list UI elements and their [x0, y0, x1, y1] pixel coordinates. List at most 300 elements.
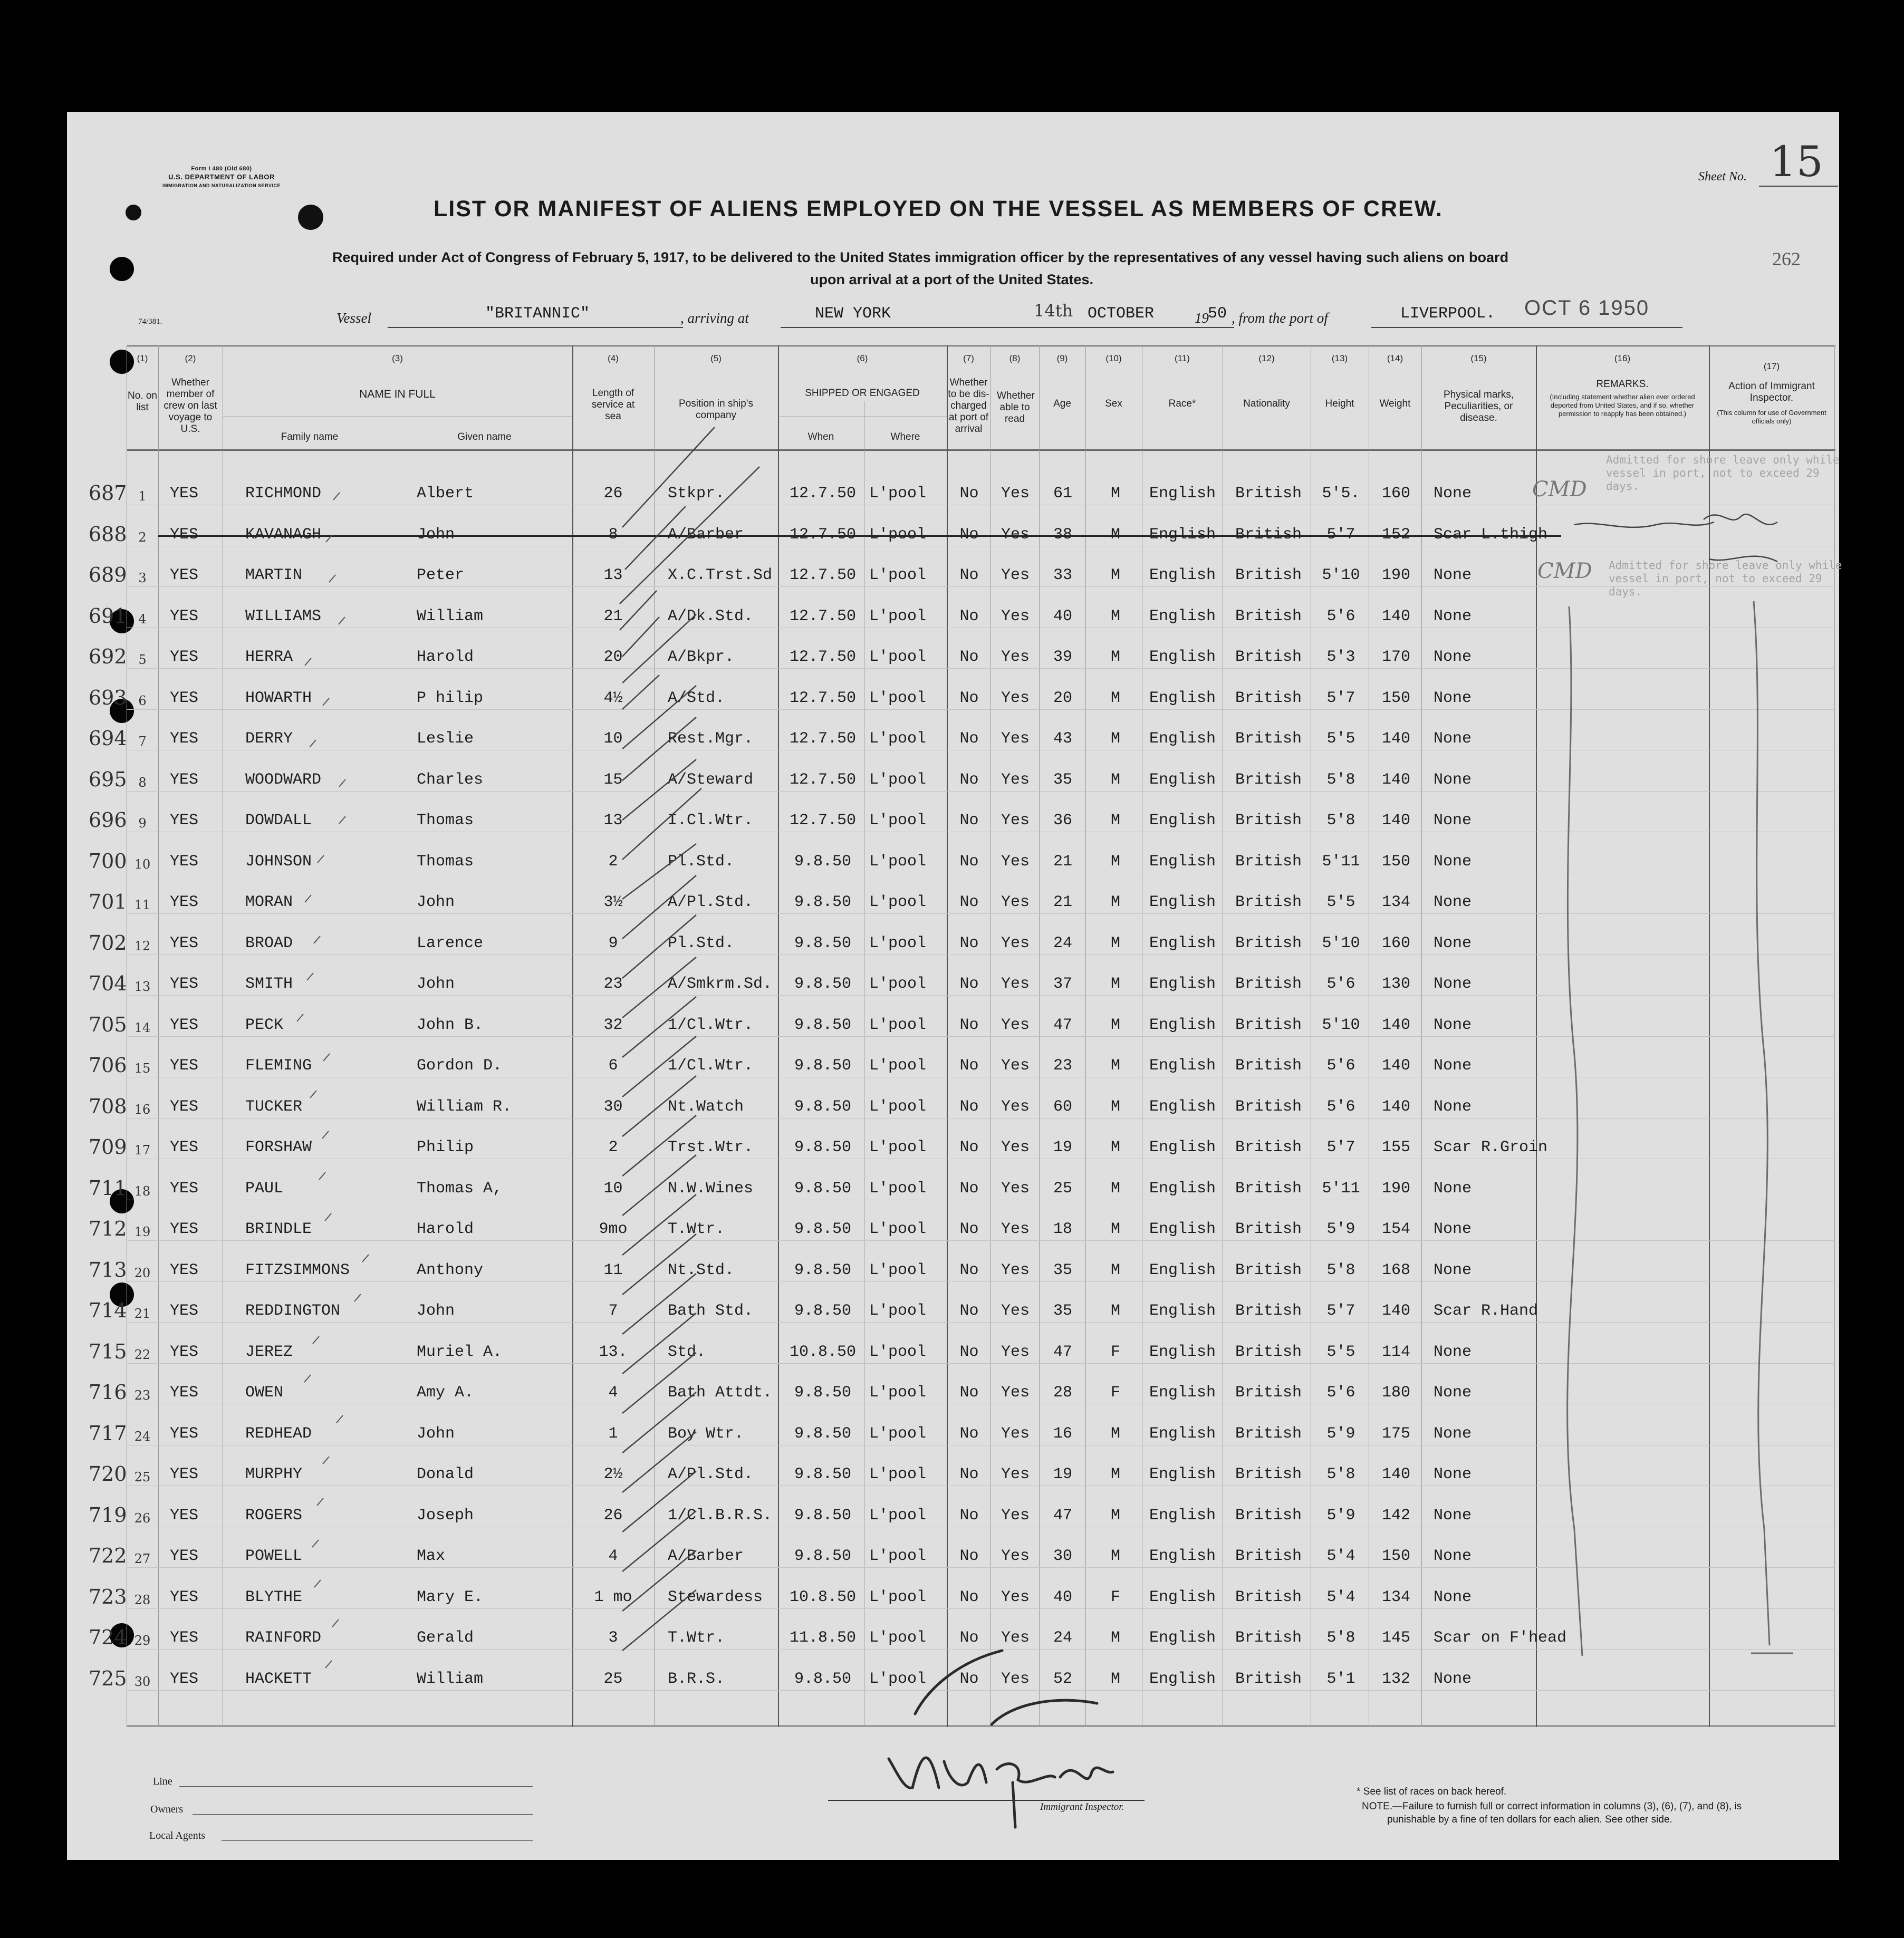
position: 1/Cl.B.R.S. [668, 1506, 773, 1525]
year-prefix: 19 [1195, 310, 1209, 326]
sex: M [1110, 1261, 1120, 1279]
shipped-where: L'pool [869, 1057, 927, 1075]
header-height: Height [1325, 398, 1354, 409]
shipped-when: 9.8.50 [794, 1384, 852, 1402]
length-of-service: 10 [603, 1179, 623, 1198]
family-name: MARTIN [245, 566, 303, 584]
list-number-handwritten: 696 [89, 808, 127, 832]
shipped-where: L'pool [869, 1261, 927, 1279]
nationality: British [1235, 934, 1302, 952]
shore-leave-stamp: Admitted for shore leave only while vessel in port, not to exceed 29 days. [1606, 454, 1840, 493]
able-to-read: Yes [1001, 566, 1030, 584]
shipped-when: 9.8.50 [794, 1670, 852, 1688]
height: 5'3 [1326, 648, 1355, 666]
line-number: 9 [138, 816, 147, 831]
height: 5'7 [1326, 1302, 1355, 1320]
list-number-handwritten: 720 [89, 1462, 127, 1486]
nationality: British [1235, 1097, 1302, 1116]
header-no-on-list: No. on list [128, 390, 157, 413]
sex: F [1110, 1343, 1120, 1361]
member-last-voyage: YES [170, 1016, 199, 1034]
page-number: 262 [1772, 248, 1801, 269]
shipped-when: 12.7.50 [789, 607, 857, 625]
line-number: 27 [134, 1551, 151, 1566]
race: English [1149, 812, 1216, 830]
line-number: 8 [138, 775, 147, 790]
age: 52 [1053, 1670, 1072, 1688]
race: English [1149, 1588, 1216, 1606]
race: English [1149, 975, 1216, 993]
height: 5'11 [1322, 852, 1360, 871]
physical-marks: None [1434, 1384, 1472, 1402]
able-to-read: Yes [1001, 1057, 1030, 1075]
race: English [1149, 1220, 1216, 1238]
position: 1/Cl.Wtr. [668, 1016, 754, 1034]
age: 30 [1053, 1547, 1072, 1565]
nationality: British [1235, 893, 1302, 911]
given-name: Albert [417, 485, 474, 503]
column-number: (14) [1387, 353, 1403, 363]
family-name: BRINDLE [245, 1220, 312, 1238]
from-port-label: , from the port of [1232, 310, 1328, 326]
list-number-handwritten: 722 [89, 1544, 127, 1567]
sex: M [1110, 1506, 1120, 1525]
line-number: 25 [134, 1470, 151, 1484]
length-of-service: 15 [603, 770, 623, 789]
header-action-inspector: Action of Immigrant Inspector. [1728, 381, 1815, 403]
able-to-read: Yes [1001, 1424, 1030, 1443]
given-name: Philip [417, 1139, 474, 1156]
age: 21 [1053, 852, 1072, 871]
to-be-discharged: No [959, 934, 979, 952]
nationality: British [1235, 1465, 1302, 1483]
age: 47 [1053, 1016, 1072, 1034]
physical-marks: None [1434, 566, 1472, 584]
able-to-read: Yes [1001, 1547, 1030, 1565]
weight: 160 [1381, 934, 1410, 952]
line-number: 5 [138, 652, 147, 667]
sex: M [1110, 770, 1120, 789]
height: 5'6 [1326, 1057, 1355, 1075]
shipped-where: L'pool [869, 934, 927, 952]
race: English [1149, 1424, 1216, 1443]
weight: 134 [1381, 893, 1410, 911]
height: 5'6 [1326, 607, 1355, 625]
list-number-handwritten: 723 [89, 1585, 127, 1608]
position: A/Pl.Std. [668, 893, 754, 911]
shipped-when: 9.8.50 [794, 1465, 852, 1483]
physical-marks: None [1434, 1097, 1472, 1116]
member-last-voyage: YES [170, 893, 199, 911]
list-number-handwritten: 687 [89, 481, 127, 505]
document-subtitle-line2: upon arrival at a port of the United States. [810, 272, 1094, 287]
header-given-name: Given name [457, 431, 512, 442]
to-be-discharged: No [959, 1220, 979, 1238]
nationality: British [1235, 1670, 1302, 1688]
nationality: British [1235, 730, 1302, 748]
family-name: TUCKER [245, 1097, 303, 1116]
height: 5'9 [1326, 1506, 1355, 1525]
to-be-discharged: No [959, 1097, 979, 1116]
position: T.Wtr. [668, 1220, 725, 1238]
shipped-when: 9.8.50 [794, 1057, 852, 1075]
age: 38 [1053, 525, 1072, 544]
to-be-discharged: No [959, 812, 979, 830]
shipped-when: 12.7.50 [789, 525, 857, 544]
given-name: William R. [417, 1097, 512, 1116]
height: 5'11 [1322, 1179, 1360, 1198]
race: English [1149, 770, 1216, 789]
header-shipped-engaged: SHIPPED OR ENGAGED [805, 388, 920, 399]
arrival-month: OCTOBER [1088, 305, 1155, 323]
age: 33 [1053, 566, 1072, 584]
position: A/Std. [668, 689, 725, 707]
sex: M [1110, 1220, 1120, 1238]
shipped-where: L'pool [869, 730, 927, 748]
position: B.R.S. [668, 1670, 725, 1688]
given-name: John [417, 1424, 455, 1443]
physical-marks: None [1434, 1424, 1472, 1443]
nationality: British [1235, 1547, 1302, 1565]
given-name: Peter [417, 566, 465, 584]
local-agents-label: Local Agents [149, 1830, 206, 1841]
shipped-when: 9.8.50 [794, 1139, 852, 1156]
age: 40 [1053, 607, 1072, 625]
able-to-read: Yes [1001, 812, 1030, 830]
sheet-number: 15 [1770, 137, 1823, 186]
sheet-number-label: Sheet No. [1698, 170, 1747, 184]
weight: 190 [1381, 1179, 1410, 1198]
shipped-where: L'pool [869, 975, 927, 993]
header-race: Race* [1168, 398, 1196, 409]
shipped-when: 12.7.50 [789, 485, 857, 503]
able-to-read: Yes [1001, 485, 1030, 503]
physical-marks: None [1434, 812, 1472, 830]
position: Bath Attdt. [668, 1384, 773, 1402]
age: 47 [1053, 1343, 1072, 1361]
physical-marks: Scar R.Groin [1434, 1139, 1548, 1156]
able-to-read: Yes [1001, 525, 1030, 544]
height: 5'5 [1326, 730, 1355, 748]
race: English [1149, 607, 1216, 625]
able-to-read: Yes [1001, 1465, 1030, 1483]
height: 5'8 [1326, 1629, 1355, 1647]
position: T.Wtr. [668, 1629, 725, 1647]
height: 5'4 [1326, 1547, 1355, 1565]
family-name: MORAN [245, 893, 293, 911]
member-last-voyage: YES [170, 1670, 199, 1688]
nationality: British [1235, 525, 1302, 544]
list-number-handwritten: 705 [89, 1013, 127, 1036]
shipped-when: 11.8.50 [789, 1629, 857, 1647]
physical-marks: None [1434, 1547, 1472, 1565]
year-suffix: 50 [1208, 305, 1227, 323]
given-name: Donald [417, 1465, 474, 1483]
able-to-read: Yes [1001, 1220, 1030, 1238]
line-number: 11 [134, 898, 151, 912]
physical-marks: None [1434, 1057, 1472, 1075]
age: 19 [1053, 1139, 1072, 1156]
height: 5'4 [1326, 1588, 1355, 1606]
physical-marks: None [1434, 1465, 1472, 1483]
shipped-where: L'pool [869, 1097, 927, 1116]
header-length-service: Length of service at sea [591, 388, 635, 422]
age: 35 [1053, 1261, 1072, 1279]
age: 43 [1053, 730, 1072, 748]
shipped-where: L'pool [869, 1424, 927, 1443]
length-of-service: 8 [608, 525, 618, 544]
physical-marks: Scar on F'head [1434, 1629, 1567, 1647]
length-of-service: 9mo [599, 1220, 628, 1238]
position: 1/Cl.Wtr. [668, 1057, 754, 1075]
member-last-voyage: YES [170, 1424, 199, 1443]
to-be-discharged: No [959, 1629, 979, 1647]
shipped-where: L'pool [869, 1343, 927, 1361]
line-number: 14 [134, 1020, 151, 1035]
list-number-handwritten: 706 [89, 1054, 127, 1077]
length-of-service: 32 [603, 1016, 623, 1034]
list-number-handwritten: 694 [89, 727, 127, 750]
nationality: British [1235, 812, 1302, 830]
line-field[interactable] [179, 1786, 533, 1787]
position: Bath Std. [668, 1302, 754, 1320]
shipped-where: L'pool [869, 566, 927, 584]
physical-marks: None [1434, 1016, 1472, 1034]
physical-marks: None [1434, 1261, 1472, 1279]
header-action-note: (This column for use of Government officials only) [1717, 409, 1826, 425]
header-name-in-full: NAME IN FULL [359, 388, 436, 400]
arriving-label: , arriving at [680, 310, 749, 326]
shipped-where: L'pool [869, 770, 927, 789]
length-of-service: 2½ [603, 1465, 623, 1483]
weight: 140 [1381, 1097, 1410, 1116]
list-number-handwritten: 711 [89, 1176, 127, 1200]
shipped-where: L'pool [869, 607, 927, 625]
able-to-read: Yes [1001, 852, 1030, 871]
shipped-where: L'pool [869, 689, 927, 707]
list-number-handwritten: 714 [89, 1299, 127, 1322]
height: 5'8 [1326, 1261, 1355, 1279]
age: 21 [1053, 893, 1072, 911]
to-be-discharged: No [959, 1139, 979, 1156]
member-last-voyage: YES [170, 689, 199, 707]
cmd-annotation: CMD [1537, 559, 1592, 583]
sex: M [1110, 525, 1120, 544]
sex: M [1110, 975, 1120, 993]
race: English [1149, 1261, 1216, 1279]
nationality: British [1235, 1179, 1302, 1198]
sex: M [1110, 730, 1120, 748]
line-number: 20 [134, 1265, 151, 1280]
length-of-service: 2 [608, 1139, 618, 1156]
sex: M [1110, 893, 1120, 911]
age: 24 [1053, 1629, 1072, 1647]
age: 61 [1053, 485, 1072, 503]
list-number-handwritten: 719 [89, 1503, 127, 1527]
height: 5'10 [1322, 1016, 1360, 1034]
length-of-service: 11 [603, 1261, 623, 1279]
member-last-voyage: YES [170, 1097, 199, 1116]
family-name: OWEN [245, 1384, 284, 1402]
shipped-where: L'pool [869, 1302, 927, 1320]
physical-marks: None [1434, 648, 1472, 666]
age: 40 [1053, 1588, 1072, 1606]
physical-marks: None [1434, 1179, 1472, 1198]
height: 5'5. [1322, 485, 1360, 503]
physical-marks: None [1434, 1670, 1472, 1688]
local-agents-field[interactable] [222, 1840, 533, 1841]
physical-marks: None [1434, 852, 1472, 871]
shipped-where: L'pool [869, 1506, 927, 1525]
race: English [1149, 1343, 1216, 1361]
race: English [1149, 1384, 1216, 1402]
weight: 180 [1381, 1384, 1410, 1402]
race: English [1149, 1302, 1216, 1320]
family-name: HOWARTH [245, 689, 312, 707]
able-to-read: Yes [1001, 893, 1030, 911]
weight: 175 [1381, 1424, 1410, 1443]
shipped-when: 9.8.50 [794, 1016, 852, 1034]
length-of-service: 3 [608, 1629, 618, 1647]
member-last-voyage: YES [170, 485, 199, 503]
list-number-handwritten: 709 [89, 1135, 127, 1159]
shipped-when: 10.8.50 [789, 1588, 857, 1606]
nationality: British [1235, 1016, 1302, 1034]
list-number-handwritten: 704 [89, 972, 127, 995]
weight: 150 [1381, 689, 1410, 707]
line-number: 28 [134, 1592, 151, 1607]
family-name: REDDINGTON [245, 1302, 341, 1320]
age: 25 [1053, 1179, 1072, 1198]
cmd-annotation: CMD [1532, 477, 1587, 502]
family-name: REDHEAD [245, 1424, 312, 1443]
header-able-read: Whether able to read [997, 390, 1035, 425]
owners-field[interactable] [193, 1814, 533, 1815]
list-number-handwritten: 715 [89, 1339, 127, 1363]
nationality: British [1235, 566, 1302, 584]
to-be-discharged: No [959, 1343, 979, 1361]
age: 36 [1053, 812, 1072, 830]
sex: M [1110, 566, 1120, 584]
race: English [1149, 485, 1216, 503]
line-number: 17 [134, 1143, 151, 1158]
nationality: British [1235, 485, 1302, 503]
fine-note-line1: NOTE.—Failure to furnish full or correct information in columns (3), (6), (7), and (8), is [1362, 1801, 1742, 1812]
able-to-read: Yes [1001, 1506, 1030, 1525]
to-be-discharged: No [959, 689, 979, 707]
height: 5'6 [1326, 975, 1355, 993]
column-number: (17) [1763, 361, 1780, 371]
list-number-handwritten: 712 [89, 1217, 127, 1240]
weight: 160 [1381, 485, 1410, 503]
nationality: British [1235, 1343, 1302, 1361]
line-number: 19 [134, 1224, 151, 1239]
line-number: 13 [134, 979, 151, 994]
vessel-label: Vessel [336, 310, 371, 326]
length-of-service: 26 [603, 1506, 623, 1525]
able-to-read: Yes [1001, 730, 1030, 748]
sex: M [1110, 485, 1120, 503]
age: 28 [1053, 1384, 1072, 1402]
shipped-when: 9.8.50 [794, 1179, 852, 1198]
height: 5'5 [1326, 893, 1355, 911]
list-number-handwritten: 688 [89, 522, 127, 546]
sex: M [1110, 1179, 1120, 1198]
age: 47 [1053, 1506, 1072, 1525]
line-number: 30 [134, 1674, 151, 1689]
given-name: Thomas A, [417, 1179, 503, 1198]
family-name: SMITH [245, 975, 293, 993]
position: A/Bkpr. [668, 648, 735, 666]
member-last-voyage: YES [170, 1506, 199, 1525]
line-label: Line [153, 1776, 172, 1787]
inspector-label: Immigrant Inspector. [1040, 1801, 1124, 1812]
family-name: RAINFORD [245, 1629, 322, 1647]
shipped-when: 9.8.50 [794, 1302, 852, 1320]
to-be-discharged: No [959, 485, 979, 503]
to-be-discharged: No [959, 770, 979, 789]
list-number-handwritten: 695 [89, 767, 127, 791]
family-name: RICHMOND [245, 485, 322, 503]
column-number: (5) [710, 353, 722, 363]
given-name: William [417, 607, 484, 625]
column-number: (8) [1009, 353, 1021, 363]
shipped-when: 9.8.50 [794, 934, 852, 952]
sex: M [1110, 1629, 1120, 1647]
sex: M [1110, 812, 1120, 830]
member-last-voyage: YES [170, 1220, 199, 1238]
able-to-read: Yes [1001, 1016, 1030, 1034]
sex: M [1110, 1465, 1120, 1483]
member-last-voyage: YES [170, 1057, 199, 1075]
given-name: Anthony [417, 1261, 484, 1279]
member-last-voyage: YES [170, 1588, 199, 1606]
position: Nt.Watch [668, 1097, 744, 1116]
physical-marks: None [1434, 730, 1472, 748]
member-last-voyage: YES [170, 1629, 199, 1647]
height: 5'8 [1326, 1465, 1355, 1483]
length-of-service: 7 [608, 1302, 618, 1320]
family-name: HERRA [245, 648, 293, 666]
position: I.Cl.Wtr. [668, 812, 754, 830]
physical-marks: None [1434, 1343, 1472, 1361]
list-number-handwritten: 725 [89, 1666, 127, 1690]
position: N.W.Wines [668, 1179, 754, 1198]
given-name: Joseph [417, 1506, 474, 1525]
length-of-service: 25 [603, 1670, 623, 1688]
line-number: 21 [134, 1306, 151, 1321]
service-name: IMMIGRATION AND NATURALIZATION SERVICE [162, 183, 281, 188]
list-number-handwritten: 702 [89, 931, 127, 954]
sex: M [1110, 1424, 1120, 1443]
owners-label: Owners [150, 1804, 184, 1815]
position: X.C.Trst.Sd [668, 566, 773, 584]
header-physical-marks: Physical marks, Peculiarities, or disease. [1443, 389, 1514, 423]
column-number: (1) [137, 353, 148, 363]
to-be-discharged: No [959, 1506, 979, 1525]
line-number: 26 [134, 1510, 151, 1526]
kavanagh-remark-scribble [1574, 514, 1777, 562]
to-be-discharged: No [959, 1384, 979, 1402]
member-last-voyage: YES [170, 1465, 199, 1483]
height: 5'7 [1326, 525, 1355, 544]
member-last-voyage: YES [170, 1302, 199, 1320]
length-of-service: 1 [608, 1424, 618, 1443]
length-of-service: 2 [608, 852, 618, 871]
given-name: Max [417, 1547, 446, 1565]
member-last-voyage: YES [170, 648, 199, 666]
weight: 140 [1381, 730, 1410, 748]
